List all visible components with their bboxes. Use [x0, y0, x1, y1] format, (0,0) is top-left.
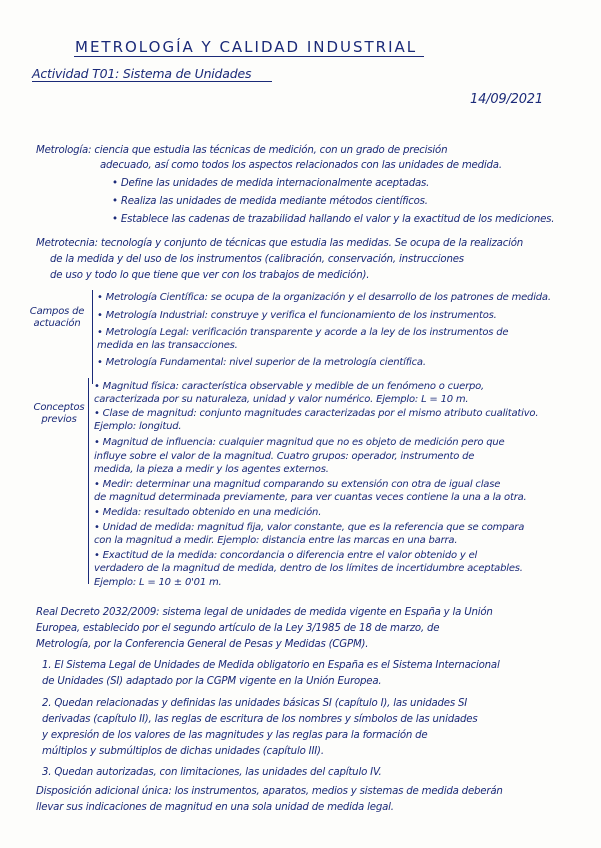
decreto-line: Europea, establecido por el segundo artículo de la Ley 3/1985 de 18 de marzo, de [36, 623, 440, 634]
title-underline [74, 56, 424, 57]
conceptos-item: verdadero de la magnitud de medida, dentro de los límites de incertidumbre aceptables. [94, 563, 523, 574]
decreto-line: Metrología, por la Conferencia General de Pesas y Medidas (CGPM). [36, 639, 369, 650]
date: 14/09/2021 [470, 92, 543, 107]
activity-underline [32, 81, 272, 82]
campos-brace [92, 290, 93, 384]
conceptos-item: • Medir: determinar una magnitud comparando su extensión con otra de igual clase [94, 479, 501, 490]
conceptos-item: caracterizada por su naturaleza, unidad y valor numérico. Ejemplo: L = 10 m. [94, 394, 469, 405]
campos-item: • Metrología Científica: se ocupa de la organización y el desarrollo de los patrones de medida. [97, 292, 551, 303]
decreto-line: Real Decreto 2032/2009: sistema legal de unidades de medida vigente en España y la Unión [36, 607, 493, 618]
conceptos-item: Ejemplo: L = 10 ± 0'01 m. [94, 577, 222, 588]
conceptos-label: Conceptos previos [33, 402, 85, 425]
activity-subtitle: Actividad T01: Sistema de Unidades [32, 66, 252, 81]
decreto-item: 3. Quedan autorizadas, con limitaciones, las unidades del capítulo IV. [42, 767, 382, 778]
conceptos-item: de magnitud determinada previamente, para ver cuantas veces contiene la una a la otra. [94, 492, 527, 503]
campos-item: • Metrología Industrial: construye y verifica el funcionamiento de los instrumentos. [97, 310, 497, 321]
conceptos-item: medida, la pieza a medir y los agentes externos. [94, 464, 329, 475]
metrotecnia-line: Metrotecnia: tecnología y conjunto de técnicas que estudia las medidas. Se ocupa de la realización [36, 238, 524, 249]
conceptos-item: • Magnitud física: característica observable y medible de un fenómeno o cuerpo, [94, 381, 485, 392]
campos-item: • Metrología Legal: verificación transparente y acorde a la ley de los instrumentos de [97, 327, 509, 338]
conceptos-item: • Exactitud de la medida: concordancia o diferencia entre el valor obtenido y el [94, 550, 478, 561]
conceptos-brace [88, 378, 89, 584]
decreto-item: múltiplos y submúltiplos de dichas unidades (capítulo III). [42, 746, 324, 757]
page-title: METROLOGÍA Y CALIDAD INDUSTRIAL [75, 38, 418, 56]
conceptos-item: • Magnitud de influencia: cualquier magnitud que no es objeto de medición pero que [94, 437, 505, 448]
decreto-item: de Unidades (SI) adaptado por la CGPM vigente en la Unión Europea. [42, 676, 382, 687]
metrologia-bullet: • Define las unidades de medida internacionalmente aceptadas. [112, 178, 430, 189]
decreto-line: llevar sus indicaciones de magnitud en una sola unidad de medida legal. [36, 802, 394, 813]
metrologia-bullet: • Establece las cadenas de trazabilidad hallando el valor y la exactitud de los mediciones. [112, 214, 555, 225]
campos-item: • Metrología Fundamental: nivel superior de la metrología científica. [97, 357, 426, 368]
campos-item: medida en las transacciones. [97, 340, 238, 351]
metrologia-bullet: • Realiza las unidades de medida mediante métodos científicos. [112, 196, 428, 207]
conceptos-item: con la magnitud a medir. Ejemplo: distancia entre las marcas en una barra. [94, 535, 458, 546]
decreto-item: y expresión de los valores de las magnitudes y las reglas para la formación de [42, 730, 428, 741]
metrotecnia-line: de la medida y del uso de los instrumentos (calibración, conservación, instrucciones [50, 254, 464, 265]
decreto-item: derivadas (capítulo II), las reglas de escritura de los nombres y símbolos de las unidades [42, 714, 478, 725]
metrotecnia-line: de uso y todo lo que tiene que ver con los trabajos de medición). [50, 270, 370, 281]
metrologia-line: Metrología: ciencia que estudia las técnicas de medición, con un grado de precisión [36, 145, 448, 156]
conceptos-item: Ejemplo: longitud. [94, 421, 182, 432]
campos-label: Campos de actuación [29, 306, 85, 329]
metrologia-line: adecuado, así como todos los aspectos relacionados con las unidades de medida. [100, 160, 502, 171]
conceptos-item: • Unidad de medida: magnitud fija, valor constante, que es la referencia que se compara [94, 522, 525, 533]
decreto-line: Disposición adicional única: los instrumentos, aparatos, medios y sistemas de medida deberán [36, 786, 503, 797]
conceptos-item: • Clase de magnitud: conjunto magnitudes caracterizadas por el mismo atributo cualitativo. [94, 408, 539, 419]
conceptos-item: • Medida: resultado obtenido en una medición. [94, 507, 322, 518]
decreto-item: 1. El Sistema Legal de Unidades de Medida obligatorio en España es el Sistema Internacional [42, 660, 500, 671]
decreto-item: 2. Quedan relacionadas y definidas las unidades básicas SI (capítulo I), las unidades SI [42, 698, 468, 709]
conceptos-item: influye sobre el valor de la magnitud. Cuatro grupos: operador, instrumento de [94, 451, 475, 462]
